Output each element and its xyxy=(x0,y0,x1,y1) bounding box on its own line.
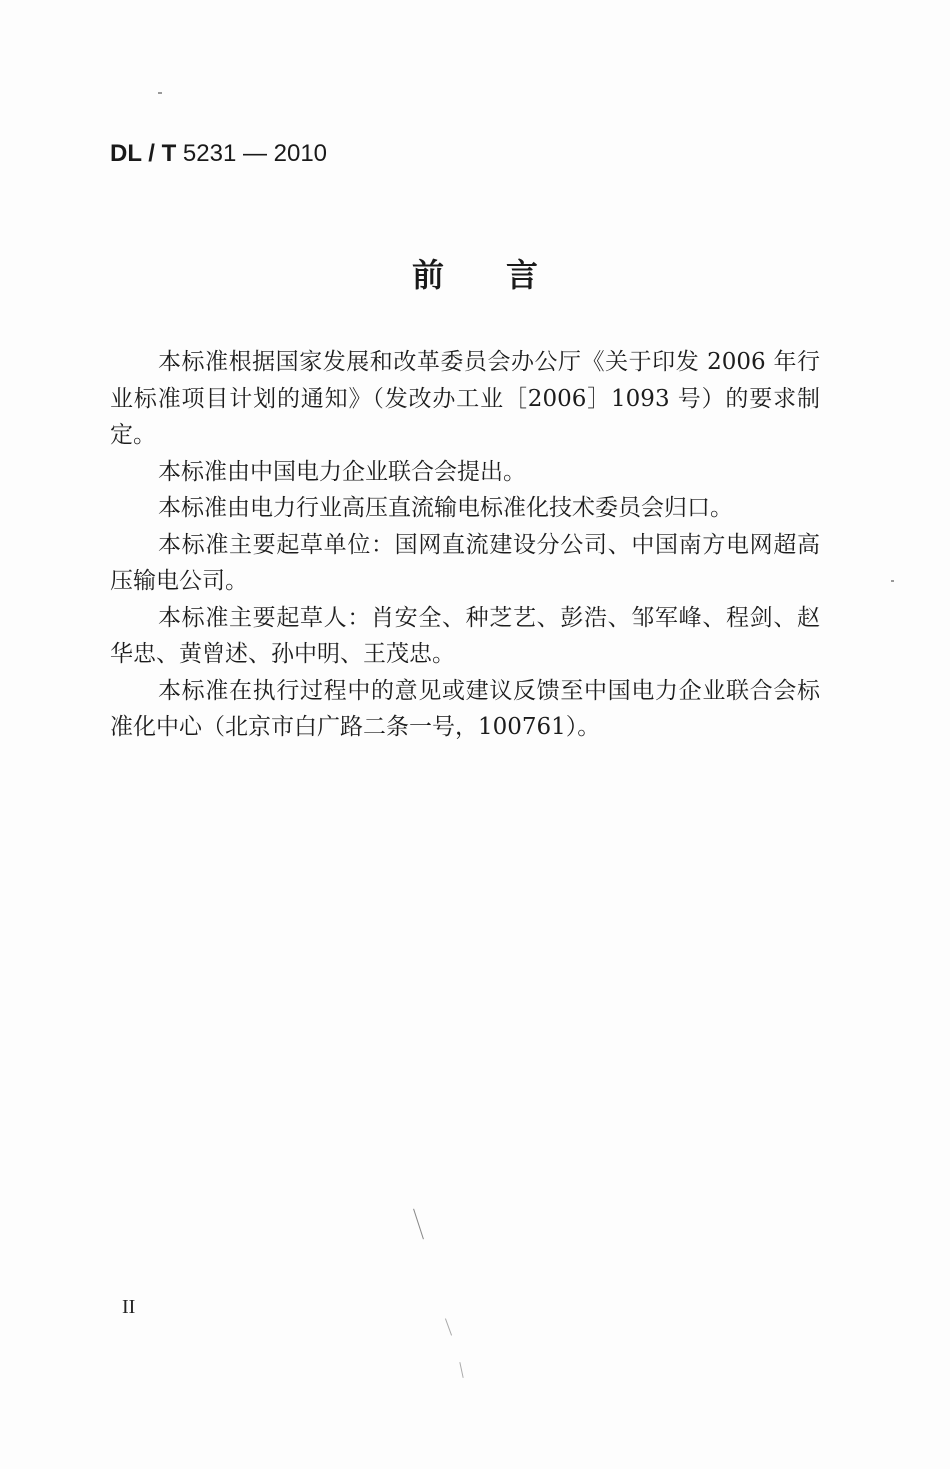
scan-mark xyxy=(459,1362,463,1378)
section-heading: 前言 xyxy=(411,256,600,294)
paragraph-feedback: 本标准在执行过程中的意见或建议反馈至中国电力企业联合会标准化中心（北京市白广路二条一号，100761）。 xyxy=(110,677,820,740)
paragraph-committee: 本标准由电力行业高压直流输电标准化技术委员会归口。 xyxy=(158,495,733,521)
standard-code-prefix: DL / T xyxy=(110,140,177,167)
page-number: II xyxy=(122,1296,136,1318)
foreword-body xyxy=(110,344,820,746)
paragraph-plan: 本标准根据国家发展和改革委员会办公厅《关于印发 2006 年行业标准项目计划的通知》（发改办工业［2006］1093 号）的要求制定。 xyxy=(110,349,820,448)
paragraph-proposer: 本标准由中国电力企业联合会提出。 xyxy=(158,458,526,485)
scan-mark xyxy=(413,1209,424,1240)
standard-code-number: 5231 — 2010 xyxy=(182,140,328,167)
paragraph-drafters: 本标准主要起草人：肖安全、种芝艺、彭浩、邹军峰、程剑、赵华忠、黄曾述、孙中明、王茂忠。 xyxy=(110,604,820,667)
paragraph-drafting-units: 本标准主要起草单位：国网直流建设分公司、中国南方电网超高压输电公司。 xyxy=(110,531,820,594)
scan-mark xyxy=(445,1318,452,1335)
standard-code xyxy=(110,140,327,168)
scan-speck xyxy=(891,580,894,582)
scan-speck xyxy=(158,92,162,94)
